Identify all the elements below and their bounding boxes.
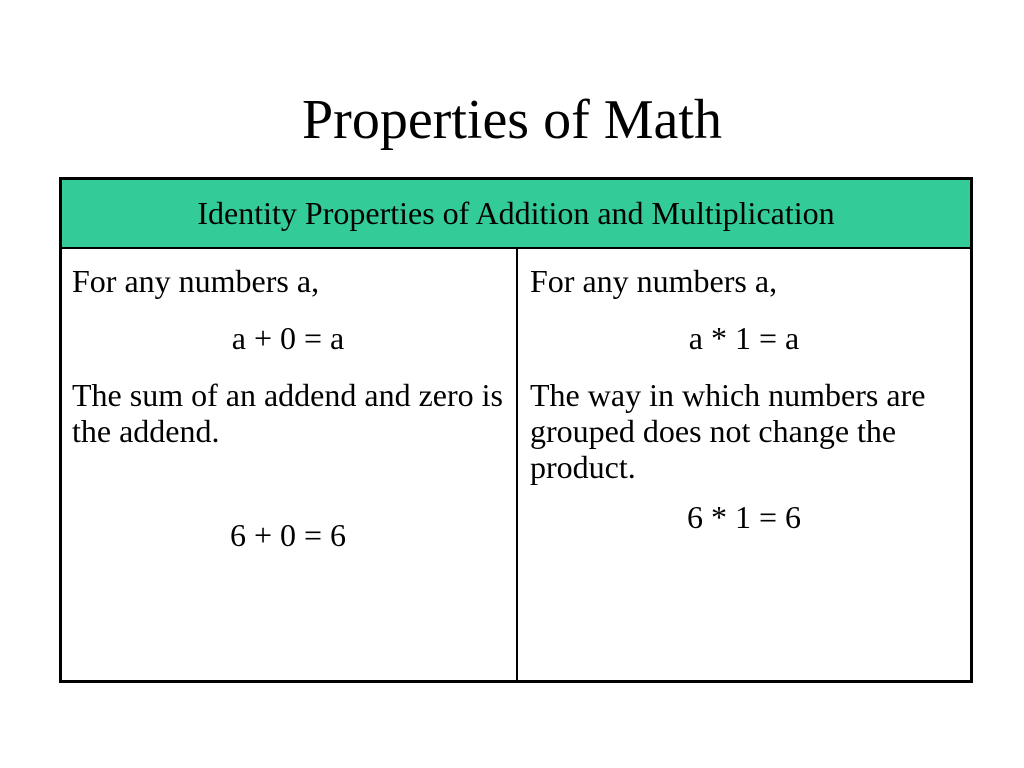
slide-title: Properties of Math bbox=[302, 89, 722, 151]
multiplication-example: 6 * 1 = 6 bbox=[686, 499, 802, 535]
multiplication-intro: For any numbers a, bbox=[530, 263, 778, 299]
addition-intro: For any numbers a, bbox=[72, 263, 320, 299]
properties-table bbox=[59, 177, 973, 683]
multiplication-rule: a * 1 = a bbox=[688, 320, 800, 356]
addition-identity-cell bbox=[62, 249, 518, 680]
multiplication-identity-cell bbox=[518, 249, 970, 680]
addition-description: The sum of an addend and zero is the addend. bbox=[72, 377, 503, 449]
addition-rule: a + 0 = a bbox=[231, 320, 345, 356]
multiplication-description: The way in which numbers are grouped does not change the product. bbox=[530, 377, 926, 485]
table-header: Identity Properties of Addition and Multiplication bbox=[62, 180, 970, 249]
addition-example: 6 + 0 = 6 bbox=[229, 517, 347, 553]
